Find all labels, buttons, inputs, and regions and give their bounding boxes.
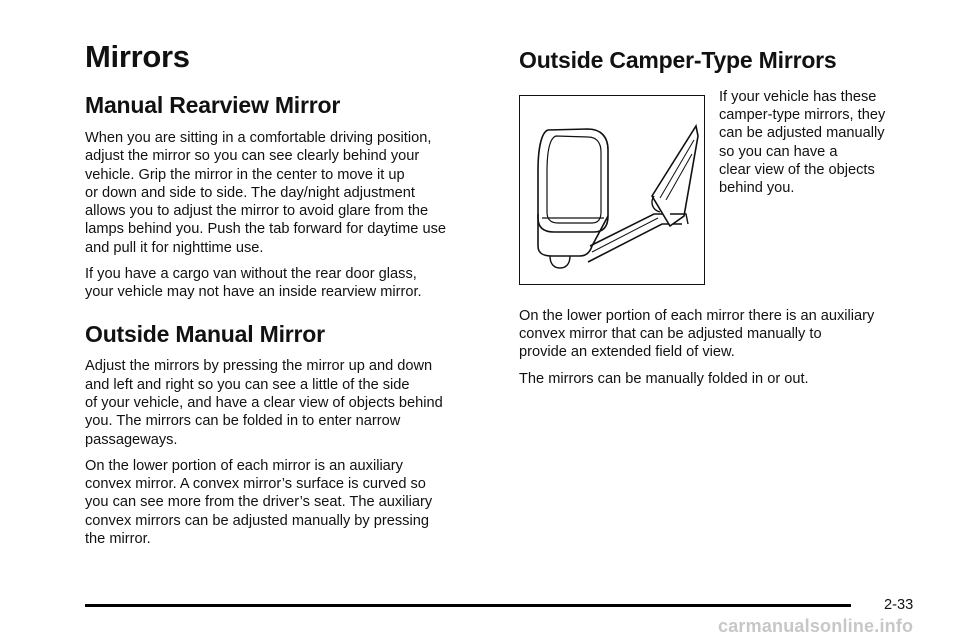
left-column <box>85 38 495 556</box>
page-number: 2-33 <box>884 597 914 613</box>
page-title: Mirrors <box>85 39 190 74</box>
watermark: carmanualsonline.info <box>718 616 914 636</box>
figure-row <box>519 88 919 285</box>
paragraph-outside-adjust: Adjust the mirrors by pressing the mirror up and down and left and right so you can see a little of the side of your vehicle, and have a clear view of objects behind you. The mirrors can be folded in to enter narrow passageways. <box>85 358 443 448</box>
camper-mirror-icon <box>520 96 706 286</box>
section-heading-manual-rearview-mirror: Manual Rearview Mirror <box>85 92 341 119</box>
figure-caption-text: If your vehicle has these camper-type mirrors, they can be adjusted manually so you can have a clear view of the objects behind you. <box>719 88 886 197</box>
figure-caption <box>719 88 885 198</box>
camper-mirror-illustration <box>519 95 705 285</box>
section-heading-camper-mirrors: Outside Camper-Type Mirrors <box>519 47 837 73</box>
right-column <box>519 38 919 396</box>
paragraph-auxiliary-convex: On the lower portion of each mirror there is an auxiliary convex mirror that can be adjusted manually to provide an extended field of view. <box>519 307 875 361</box>
paragraph-fold: The mirrors can be manually folded in or out. <box>519 370 809 387</box>
paragraph-rearview-adjust: When you are sitting in a comfortable driving position, adjust the mirror so you can see clearly behind your vehicle. Grip the mirror in the center to move it up or down and side to side. The day/night adjustment allows you to adjust the mirror to avoid glare from the lamps behind you. Push the tab forward for daytime use and pull it for nighttime use. <box>85 129 446 256</box>
paragraph-convex-mirror: On the lower portion of each mirror is an auxiliary convex mirror. A convex mirror’s surface is curved so you can see more from the driver’s seat. The auxiliary convex mirrors can be adjusted manually by pressing the mirror. <box>85 457 433 548</box>
paragraph-cargo-van: If you have a cargo van without the rear door glass, your vehicle may not have an inside rearview mirror. <box>85 266 422 301</box>
section-heading-outside-manual-mirror: Outside Manual Mirror <box>85 320 325 347</box>
footer-rule <box>85 604 851 607</box>
